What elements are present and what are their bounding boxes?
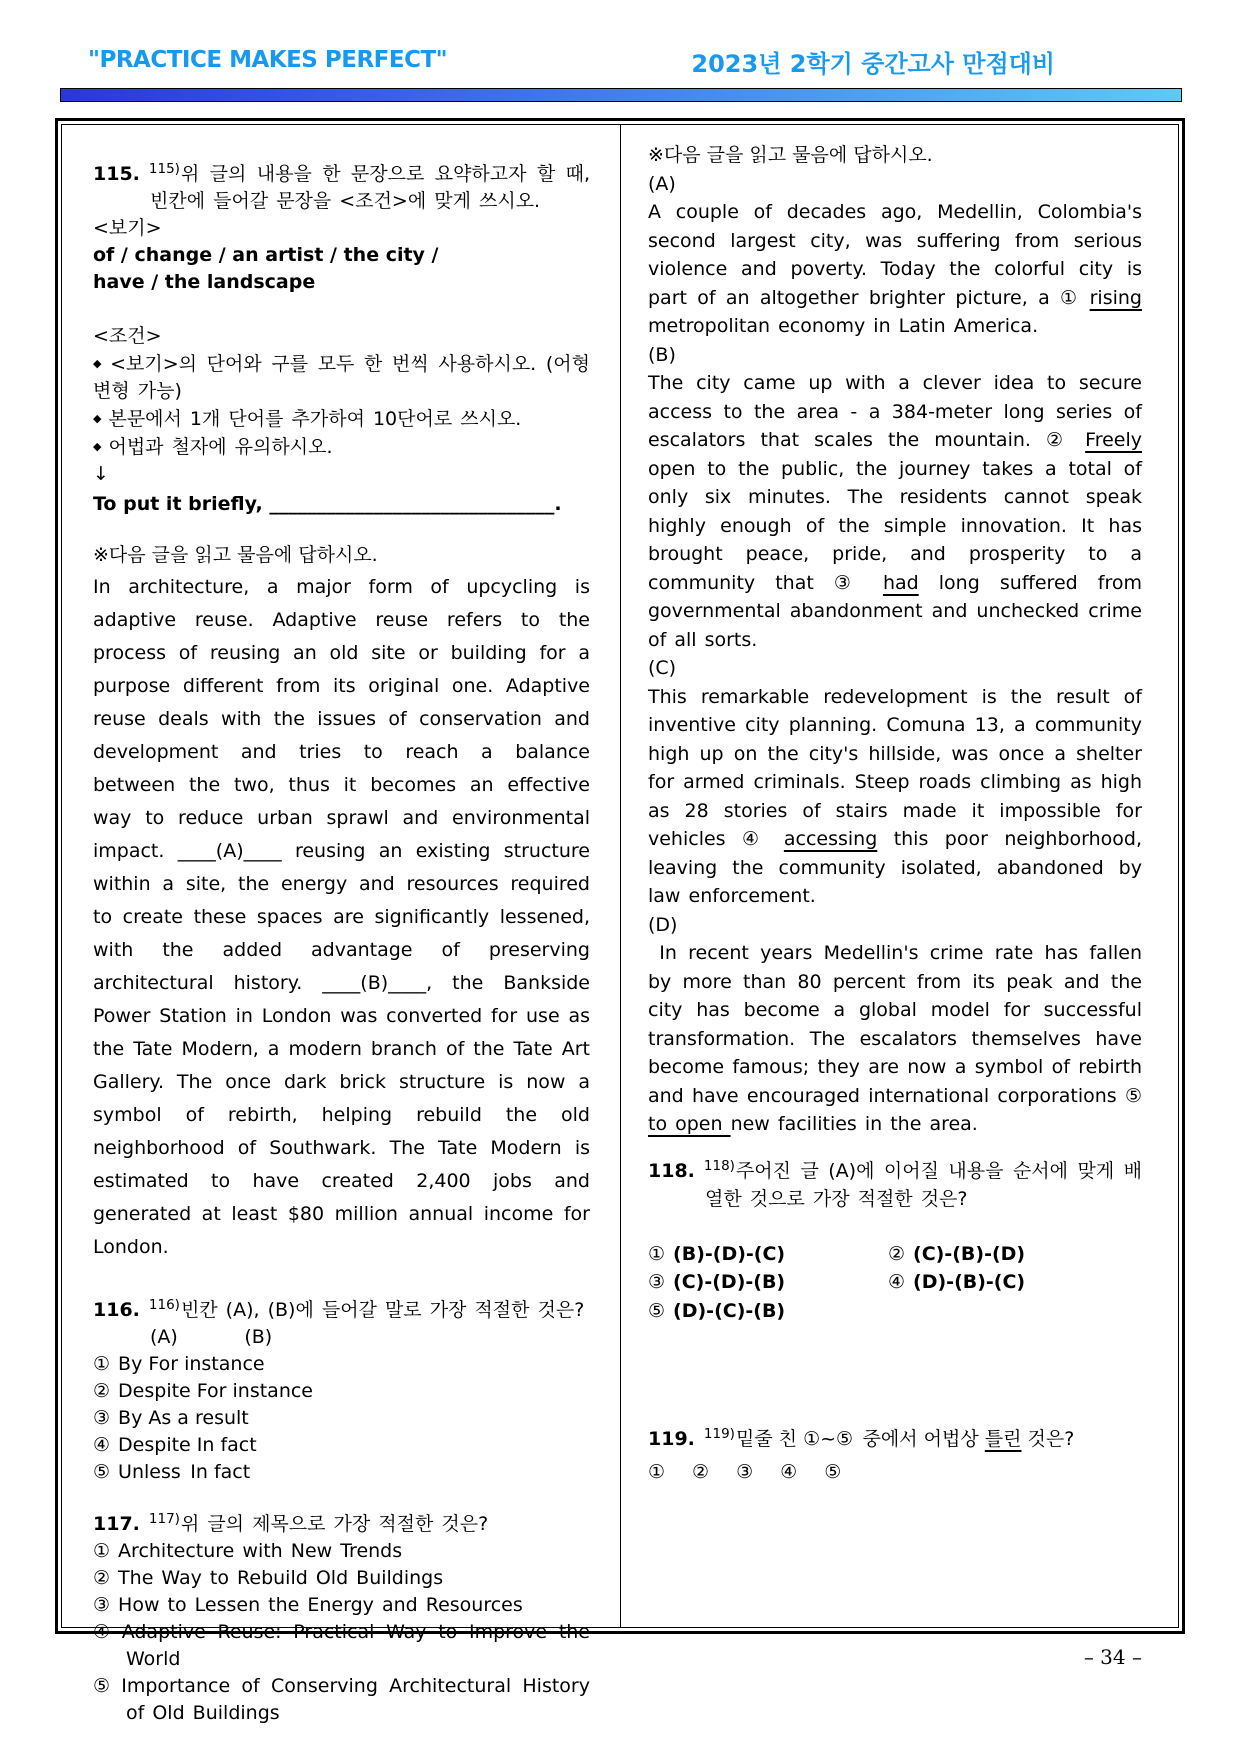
- paragraph-b-text: long suffered from governmental abandonment and unchecked crime of all sorts.: [648, 571, 1142, 651]
- condition-item-1-text: <보기>의 단어와 구를 모두 한 번씩 사용하시오. (어형 변형 가능): [93, 353, 590, 402]
- condition-item-3-text: 어법과 철자에 유의하시오.: [108, 436, 333, 458]
- exam-content-box: [55, 118, 1185, 1724]
- paragraph-b-label: (B): [648, 343, 676, 366]
- question-116-ab-header: (A) (B): [150, 1326, 273, 1348]
- circled-number-icon: ④: [888, 1271, 906, 1293]
- question-117-text: 위 글의 제목으로 가장 적절한 것은?: [180, 1513, 489, 1535]
- page-footer: [1084, 1645, 1142, 1669]
- question-118: [648, 1157, 1142, 1214]
- question-118-option-4: [888, 1268, 1142, 1297]
- question-118-options: [648, 1240, 1142, 1326]
- paragraph-c: [648, 683, 1142, 911]
- option-label: By As a result: [118, 1407, 249, 1429]
- question-115-number: 115.: [93, 163, 140, 185]
- question-116-option-5: [93, 1459, 590, 1486]
- adaptive-reuse-passage: In architecture, a major form of upcycling is adaptive reuse. Adaptive reuse refers to the process of reusing an old site or building for a purpose different from its original one. Adaptive reuse deals with the issues of conservation and development and tries to reach a balance between the two, thus it becomes an effective way to reduce urban sprawl and environmental impact. ____(A)____ reusing an existing structure within a site, the energy and resources required to create these spaces are significantly lessened, with the added advantage of preserving architectural history. ____(B)____, the Bankside Power Station in London was converted for use as the Tate Modern, a modern branch of the Tate Art Gallery. The once dark brick structure is now a symbol of rebirth, helping rebuild the old neighborhood of Southwark. The Tate Modern is estimated to have created 2,400 jobs and generated at least $80 million annual income for London.: [93, 576, 590, 1258]
- question-117-option-4: [93, 1619, 590, 1673]
- circled-number-icon: ⑤: [93, 1461, 111, 1483]
- paragraph-c-label: (C): [648, 657, 677, 679]
- condition-item-3: [93, 433, 590, 461]
- option-label: (B)-(D)-(C): [673, 1242, 786, 1265]
- condition-item-1: [93, 350, 590, 405]
- condition-box-label: <조건>: [93, 325, 162, 347]
- paragraph-c-text: this poor neighborhood, leaving the community isolated, abandoned by law enforcement.: [648, 828, 1142, 907]
- question-119-number: 119.: [648, 1428, 695, 1450]
- underlined-phrase: to open: [648, 1113, 731, 1135]
- circled-number-icon: ③: [833, 571, 863, 594]
- question-119: [648, 1425, 1142, 1454]
- question-116: [93, 1297, 590, 1324]
- circled-number-icon: ④: [93, 1621, 114, 1643]
- option-label: Unless In fact: [118, 1461, 251, 1483]
- question-118-text: 주어진 글 (A)에 이어질 내용을 순서에 맞게 배열한 것으로 가장 적절한 것은?: [705, 1159, 1142, 1210]
- left-column: [62, 125, 620, 1724]
- option-label: Architecture with New Trends: [118, 1540, 403, 1562]
- question-118-option-1: [648, 1240, 888, 1269]
- option-label: By For instance: [118, 1353, 265, 1375]
- circled-number-icon: ①: [93, 1540, 111, 1562]
- question-116-option-3: [93, 1405, 590, 1432]
- paragraph-d-text: new facilities in the area.: [730, 1113, 978, 1135]
- circled-number-icon: ⑤: [648, 1299, 666, 1322]
- circled-number-icon: ⑤: [1124, 1084, 1142, 1107]
- circled-number-icon: ①: [1060, 286, 1080, 309]
- paragraph-d-text: In recent years Medellin's crime rate has fallen by more than 80 percent from its peak and the city has become a global model for successful transformation. The escalators themselves have become famous; they are now a symbol of rebirth and have encouraged international corporations: [648, 942, 1142, 1107]
- underlined-word: had: [882, 571, 919, 594]
- question-116-text: 빈칸 (A), (B)에 들어갈 말로 가장 적절한 것은?: [180, 1299, 585, 1321]
- page-number: – 34 –: [1083, 1645, 1142, 1669]
- question-117-option-3: [93, 1592, 590, 1619]
- question-117-option-2: [93, 1565, 590, 1592]
- question-118-option-5: [648, 1297, 888, 1326]
- left-section-header: ※다음 글을 읽고 물음에 답하시오.: [93, 544, 378, 566]
- option-label: (C)-(D)-(B): [673, 1271, 786, 1293]
- paragraph-a-text: A couple of decades ago, Medellin, Colombia's second largest city, was suffering from serious violence and poverty. Today the colorful city is part of an altogether brighter picture, a: [648, 201, 1142, 309]
- question-118-option-3: [648, 1268, 888, 1297]
- circled-number-icon: ②: [1046, 429, 1071, 451]
- diamond-bullet-icon: ◆: [93, 412, 102, 425]
- question-116-number: 116.: [93, 1299, 140, 1321]
- paragraph-a: [648, 198, 1142, 341]
- question-116-option-2: [93, 1378, 590, 1405]
- underlined-word: rising: [1089, 286, 1142, 309]
- question-116-option-4: [93, 1432, 590, 1459]
- underlined-word: accessing: [783, 828, 878, 850]
- option-label: The Way to Rebuild Old Buildings: [118, 1567, 444, 1589]
- paragraph-a-label: (A): [648, 172, 676, 195]
- header-right-title: 2023년 2학기 중간고사 만점대비: [691, 50, 1055, 78]
- circled-number-icon: ①: [648, 1242, 666, 1265]
- option-label: (C)-(B)-(D): [913, 1242, 1026, 1265]
- paragraph-d: [648, 939, 1142, 1139]
- example-words-line1: of / change / an artist / the city /: [93, 244, 439, 266]
- underlined-word: Freely: [1085, 429, 1142, 451]
- question-117-option-1: [93, 1538, 590, 1565]
- exam-content-box-inner: [61, 124, 1179, 1724]
- circled-number-icon: ⑤: [93, 1675, 114, 1697]
- circled-number-icon: ①: [93, 1353, 111, 1375]
- option-label: (D)-(C)-(B): [673, 1299, 786, 1322]
- question-117-number: 117.: [93, 1513, 140, 1535]
- option-label: Importance of Conserving Architectural History of Old Buildings: [121, 1675, 590, 1724]
- underlined-word: 틀린: [984, 1428, 1022, 1450]
- question-118-option-2: [888, 1240, 1142, 1269]
- diamond-bullet-icon: ◆: [93, 357, 104, 370]
- paragraph-b-text: The city came up with a clever idea to secure access to the area - a 384-meter long series of escalators that scales the mountain.: [648, 372, 1142, 451]
- paragraph-a-text: metropolitan economy in Latin America.: [648, 315, 1039, 337]
- condition-item-2-text: 본문에서 1개 단어를 추가하여 10단어로 쓰시오.: [108, 408, 522, 430]
- circled-number-icon: ③: [648, 1271, 666, 1293]
- example-words-line2: have / the landscape: [93, 271, 316, 293]
- question-119-text: 것은?: [1021, 1428, 1075, 1450]
- question-118-number: 118.: [648, 1159, 695, 1182]
- diamond-bullet-icon: ◆: [93, 440, 102, 453]
- circled-number-icon: ①: [648, 1460, 666, 1483]
- question-117-option-5: [93, 1673, 590, 1727]
- paragraph-d-label: (D): [648, 913, 678, 936]
- question-115-sup: 115): [148, 161, 180, 177]
- down-arrow-icon: ↓: [93, 463, 109, 485]
- paragraph-b: [648, 369, 1142, 654]
- paragraph-b-text: open to the public, the journey takes a total of only six minutes. The residents cannot speak highly enough of the simple innovation. It has brought peace, pride, and prosperity to a community that: [648, 457, 1142, 594]
- option-label: Despite For instance: [118, 1380, 314, 1402]
- circled-number-icon: ④: [742, 828, 768, 850]
- circled-number-icon: ③: [93, 1594, 111, 1616]
- header-divider-bar: [60, 88, 1182, 102]
- condition-item-2: [93, 405, 590, 433]
- option-label: How to Lessen the Energy and Resources: [118, 1594, 523, 1616]
- question-119-answer-row: [648, 1458, 1142, 1487]
- option-label: Despite In fact: [118, 1434, 257, 1456]
- question-117: [93, 1511, 590, 1538]
- question-119-sup: 119): [703, 1426, 735, 1442]
- question-118-sup: 118): [703, 1157, 735, 1174]
- example-box-label: <보기>: [93, 217, 162, 239]
- question-115: [93, 161, 590, 215]
- question-115-text: 위 글의 내용을 한 문장으로 요약하고자 할 때, 빈칸에 들어갈 문장을 <조건>에 맞게 쓰시오.: [150, 163, 590, 212]
- circled-number-icon: ②: [692, 1460, 710, 1483]
- circled-number-icon: ⑤: [824, 1460, 842, 1483]
- circled-number-icon: ③: [93, 1407, 111, 1429]
- question-117-sup: 117): [148, 1511, 180, 1527]
- circled-number-icon: ②: [93, 1567, 111, 1589]
- answer-blank-stem: To put it briefly, ______________________________.: [93, 493, 562, 515]
- right-section-header: ※다음 글을 읽고 물음에 답하시오.: [648, 144, 933, 166]
- circled-number-icon: ④: [780, 1460, 798, 1483]
- question-119-text: 밑줄 친 ①~⑤ 중에서 어법상: [735, 1428, 985, 1450]
- question-116-sup: 116): [148, 1297, 180, 1313]
- right-column: [620, 125, 1178, 1627]
- circled-number-icon: ②: [93, 1380, 111, 1402]
- circled-number-icon: ④: [93, 1434, 111, 1456]
- question-116-option-1: [93, 1351, 590, 1378]
- circled-number-icon: ③: [736, 1460, 754, 1483]
- circled-number-icon: ②: [888, 1242, 906, 1265]
- paragraph-c-text: This remarkable redevelopment is the result of inventive city planning. Comuna 13, a community high up on the city's hillside, was once a shelter for armed criminals. Steep roads climbing as high as 28 stories of stairs made it impossible for vehicles: [648, 685, 1142, 850]
- option-label: (D)-(B)-(C): [913, 1271, 1026, 1293]
- header-left-title: "PRACTICE MAKES PERFECT": [88, 47, 448, 73]
- option-label: Adaptive Reuse: Practical Way to Improve the World: [121, 1621, 590, 1670]
